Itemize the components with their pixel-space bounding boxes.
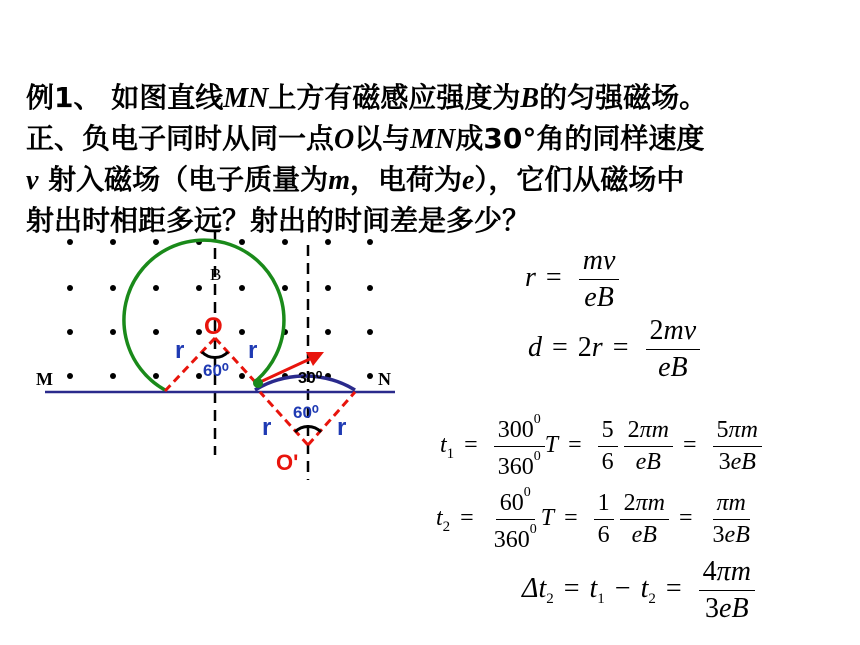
label-r-top-right: r <box>248 337 258 364</box>
problem-text-segment: ），它们从磁场中 <box>474 163 685 196</box>
eq-text: 2 <box>627 417 640 443</box>
eq-text: T <box>544 432 559 459</box>
fraction-4pim-over-3eb <box>699 556 755 625</box>
eq-text: 0 <box>533 412 541 427</box>
eq-text: π <box>728 417 741 443</box>
eq-text: π <box>635 490 648 516</box>
equation-delta-t <box>522 556 755 625</box>
fraction-2pim-over-eb <box>624 417 673 476</box>
eq-text: 3 <box>718 449 731 475</box>
eq-text: 1 <box>594 490 614 520</box>
eq-text: 3 <box>705 593 720 624</box>
eq-text: e <box>635 449 647 475</box>
eq-text: 4 <box>702 556 717 587</box>
eq-text: B <box>646 449 661 475</box>
eq-text: = <box>563 572 580 604</box>
problem-text-segment: 成30°角的同样速度 <box>455 122 705 155</box>
fraction-pim-over-3eb <box>709 490 754 549</box>
angle-label-bottom: 60⁰ <box>293 403 319 422</box>
eq-equals: = <box>552 331 568 363</box>
symbol-mn: MN <box>223 83 269 114</box>
eq-text: T <box>540 505 555 532</box>
eq-text: v <box>602 245 616 276</box>
eq-text: 5 <box>598 417 618 447</box>
eq-text: B <box>642 522 657 548</box>
problem-text-segment: ，电荷为 <box>349 163 462 196</box>
eq-text: t <box>538 572 547 604</box>
field-dot <box>196 285 202 291</box>
fraction-2mv-over-eb <box>646 315 701 384</box>
eq-text: B <box>670 352 688 383</box>
label-r-bottom-right: r <box>337 414 347 441</box>
field-dot <box>239 373 245 379</box>
eq-text: e <box>724 522 736 548</box>
label-n: N <box>378 369 391 389</box>
problem-line-1 <box>26 78 856 119</box>
eq-text: 360 <box>493 527 530 553</box>
field-dot <box>110 329 116 335</box>
field-dot <box>282 239 288 245</box>
magnetic-field-diagram <box>0 220 420 490</box>
problem-line-4: 射出时相距多远？射出的时间差是多少？ <box>26 204 531 237</box>
field-dot <box>282 285 288 291</box>
eq-text: π <box>639 417 652 443</box>
eq-text: B <box>731 593 749 624</box>
symbol-o: O <box>334 124 355 155</box>
eq-text: m <box>582 245 603 276</box>
equation-t2 <box>436 485 754 554</box>
field-dot <box>325 239 331 245</box>
eq-equals: = <box>612 331 629 363</box>
eq-text: = <box>679 505 693 532</box>
eq-text: − <box>614 572 631 604</box>
eq-text: = <box>683 432 697 459</box>
fraction-1-over-6 <box>594 490 614 549</box>
angle-label-top: 60⁰ <box>203 361 229 380</box>
eq-text: 1 <box>446 446 455 463</box>
eq-text: = <box>568 432 582 459</box>
field-dot <box>367 329 373 335</box>
field-dot <box>196 329 202 335</box>
fraction-mv-over-eb <box>579 245 620 314</box>
field-dot <box>110 239 116 245</box>
eq-text: 2 <box>442 519 451 536</box>
field-dot <box>153 285 159 291</box>
eq-text: 5 <box>716 417 729 443</box>
eq-text: t <box>436 505 443 532</box>
eq-text: e <box>730 449 742 475</box>
eq-text: 3 <box>712 522 725 548</box>
field-dot <box>67 329 73 335</box>
problem-text <box>26 78 856 241</box>
eq-text: m <box>728 490 746 516</box>
symbol-mn: MN <box>410 124 456 155</box>
field-dot <box>367 373 373 379</box>
problem-line-2 <box>26 119 856 160</box>
field-dot <box>367 285 373 291</box>
eq-text: 6 <box>597 522 610 548</box>
field-dot <box>153 239 159 245</box>
symbol-m: m <box>328 165 350 196</box>
eq-text: 2 <box>546 590 554 607</box>
fraction-300-over-360 <box>494 412 545 481</box>
symbol-e: e <box>461 165 475 196</box>
eq-text: t <box>640 572 649 604</box>
label-m: M <box>36 369 53 389</box>
eq-equals: = <box>545 261 562 293</box>
field-dot <box>67 373 73 379</box>
field-dot <box>153 329 159 335</box>
field-dot <box>367 239 373 245</box>
eq-text: 6 <box>601 449 614 475</box>
field-dot <box>239 329 245 335</box>
eq-text: Δ <box>522 572 539 604</box>
problem-text-segment: 例1、 如图直线 <box>26 81 224 114</box>
eq-text: B <box>741 449 756 475</box>
field-dot <box>67 285 73 291</box>
eq-text: m <box>730 556 751 587</box>
label-o-top: O <box>204 313 223 340</box>
problem-text-segment: 射入磁场（电子质量为 <box>38 163 329 196</box>
eq-text: 2 <box>577 331 592 363</box>
entry-point-o <box>253 378 263 388</box>
field-dot <box>325 329 331 335</box>
eq-text: v <box>683 315 697 346</box>
eq-text: 0 <box>523 485 531 500</box>
label-o-bottom: O' <box>276 450 299 475</box>
problem-text-segment: 正、负电子同时从同一点 <box>26 122 335 155</box>
fraction-5pim-over-3eb <box>713 417 762 476</box>
eq-text: m <box>740 417 758 443</box>
eq-text: m <box>663 315 684 346</box>
field-dot <box>196 373 202 379</box>
equation-distance <box>528 315 700 384</box>
problem-line-3 <box>26 160 856 201</box>
eq-text: m <box>651 417 669 443</box>
eq-text: t <box>440 432 447 459</box>
eq-text: = <box>665 572 682 604</box>
field-dot <box>110 373 116 379</box>
eq-text: m <box>647 490 665 516</box>
eq-r: r <box>525 261 536 293</box>
field-dot <box>239 285 245 291</box>
field-dot <box>325 285 331 291</box>
eq-text: 2 <box>648 590 656 607</box>
eq-text: 0 <box>533 449 541 464</box>
field-dot <box>153 373 159 379</box>
eq-text: = <box>460 505 474 532</box>
angle-label-velocity: 30⁰ <box>298 370 323 387</box>
problem-text-segment: 以与 <box>354 122 411 155</box>
eq-text: = <box>464 432 478 459</box>
fraction-60-over-360 <box>490 485 541 554</box>
eq-text: 2 <box>623 490 636 516</box>
eq-text: e <box>658 352 671 383</box>
eq-text: 2 <box>649 315 664 346</box>
symbol-v: v <box>26 165 39 196</box>
label-r-top-left: r <box>175 337 185 364</box>
problem-text-segment: 上方有磁感应强度为 <box>268 81 521 114</box>
eq-text: 300 <box>497 417 534 443</box>
eq-text: 360 <box>497 454 534 480</box>
eq-text: = <box>564 505 578 532</box>
problem-text-segment: 的匀强磁场。 <box>539 81 708 114</box>
angle-arc-top <box>202 352 228 358</box>
eq-text: π <box>716 556 731 587</box>
eq-text: 60 <box>499 490 524 516</box>
eq-text: 1 <box>597 590 605 607</box>
label-r-bottom-left: r <box>262 414 272 441</box>
eq-text: 0 <box>529 522 537 537</box>
eq-text: B <box>735 522 750 548</box>
field-dot <box>67 239 73 245</box>
eq-text: π <box>716 490 729 516</box>
eq-text: t <box>589 572 598 604</box>
eq-text: e <box>584 282 597 313</box>
field-dot <box>239 239 245 245</box>
eq-d: d <box>528 331 542 363</box>
eq-text: r <box>591 331 603 363</box>
eq-text: B <box>596 282 614 313</box>
equation-t1 <box>440 412 762 481</box>
fraction-5-over-6 <box>598 417 618 476</box>
field-dot <box>110 285 116 291</box>
eq-text: e <box>631 522 643 548</box>
label-b: B <box>210 265 222 284</box>
eq-text: e <box>719 593 732 624</box>
fraction-2pim-over-eb-2 <box>620 490 669 549</box>
equation-radius <box>525 245 619 314</box>
symbol-b: B <box>520 83 540 114</box>
